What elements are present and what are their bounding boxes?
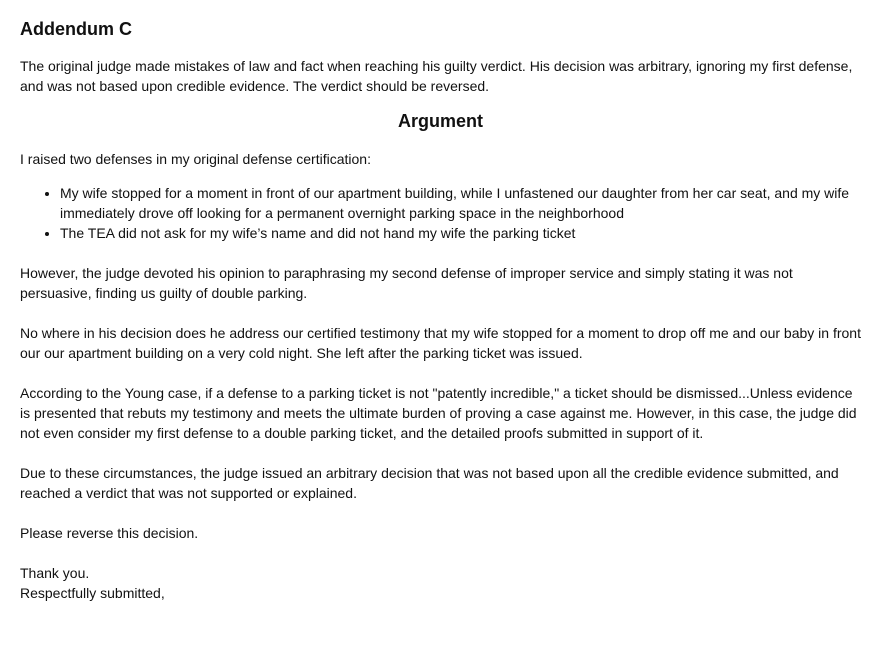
signoff-line: Respectfully submitted, xyxy=(20,585,165,601)
request-paragraph: Please reverse this decision. xyxy=(20,525,199,541)
argument-paragraph: However, the judge devoted his opinion to paraphrasing my second defense of improper service and simply stating it was not persuasive, finding us guilty of double parking. xyxy=(20,265,793,301)
defense-list xyxy=(20,183,861,243)
argument-paragraph: According to the Young case, if a defense to a parking ticket is not "patently incredible," a ticket should be dismissed...Unless evidence is presented that rebuts my testimony and meets the ultimate burden of proving a case against me. However, in this case, the judge did not even consider my first defense to a double parking ticket, and the detailed proofs submitted in support of it. xyxy=(20,385,857,441)
argument-paragraph: No where in his decision does he address our certified testimony that my wife stopped for a moment to drop off me and our baby in front our our apartment building on a very cold night. She left after the parking ticket was issued. xyxy=(20,325,861,361)
defense-item: • My wife stopped for a moment in front of our apartment building, while I unfastened our daughter from her car seat, and my wife immediately drove off looking for a permanent overnight parking space in the neighborhood xyxy=(60,183,861,223)
argument-paragraph: Due to these circumstances, the judge issued an arbitrary decision that was not based upon all the credible evidence submitted, and reached a verdict that was not supported or explained. xyxy=(20,465,839,501)
document-title: Addendum C xyxy=(20,19,132,39)
closing-line: Thank you. xyxy=(20,565,90,581)
section-heading: Argument xyxy=(398,111,483,131)
defense-item: • The TEA did not ask for my wife’s name and did not hand my wife the parking ticket xyxy=(60,223,861,243)
intro-paragraph: The original judge made mistakes of law and fact when reaching his guilty verdict. His decision was arbitrary, ignoring my first defense, and was not based upon credible evidence. The verdict should be reversed. xyxy=(20,58,853,94)
defenses-intro: I raised two defenses in my original defense certification: xyxy=(20,151,371,167)
